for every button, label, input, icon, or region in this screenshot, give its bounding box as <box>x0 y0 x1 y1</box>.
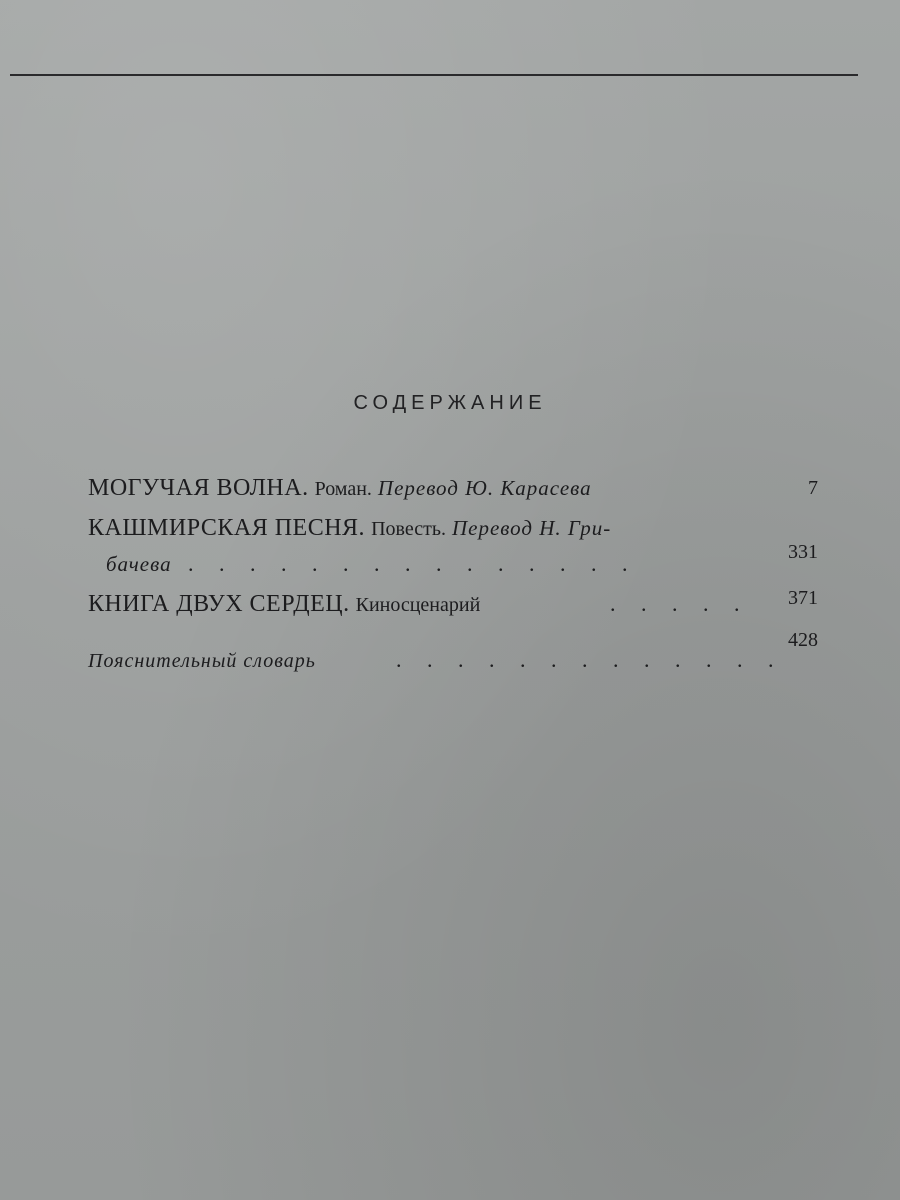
entry-genre: Роман. <box>314 478 372 500</box>
leader-dots: . . . . . . . . . . . . . <box>396 647 784 672</box>
toc-entry-3 <box>88 586 818 626</box>
spacer <box>88 626 818 642</box>
entry-page-number: 331 <box>788 541 818 563</box>
entry-title: КАШМИРСКАЯ ПЕСНЯ. <box>88 515 366 541</box>
toc-entry-2-continuation <box>88 541 818 586</box>
contents-heading: СОДЕРЖАНИЕ <box>353 392 547 414</box>
glossary-label: Пояснительный словарь <box>88 650 316 672</box>
entry-title: КНИГА ДВУХ СЕРДЕЦ. <box>88 591 350 617</box>
leader-dots: . . . . . . . . . . . . . . . <box>188 551 638 576</box>
toc-entry-1 <box>88 470 818 510</box>
glossary-page-number: 428 <box>788 629 818 651</box>
top-rule <box>10 74 858 76</box>
entry-page-number: 7 <box>808 477 818 499</box>
entry-title: МОГУЧАЯ ВОЛНА. <box>88 475 309 501</box>
toc-entry-glossary <box>88 629 818 682</box>
table-of-contents <box>88 470 818 682</box>
entry-translator-line2: бачева <box>106 552 172 576</box>
entry-translator-line1: Перевод Н. Гри- <box>451 516 612 540</box>
entry-genre: Повесть. <box>371 518 446 540</box>
entry-translator: Перевод Ю. Карасева <box>377 476 592 500</box>
entry-page-number: 371 <box>788 587 818 609</box>
leader-dots: . . . . . <box>610 591 750 616</box>
entry-genre: Киносценарий <box>355 594 481 616</box>
toc-entry-2 <box>88 510 818 546</box>
